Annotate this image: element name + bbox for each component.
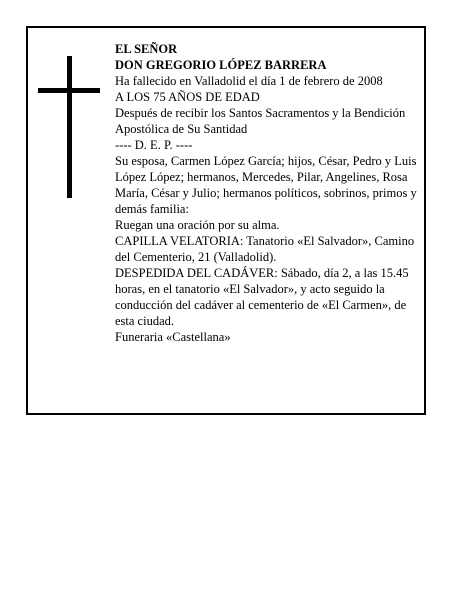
cross-horizontal-bar: [38, 88, 100, 93]
age-statement: A LOS 75 AÑOS DE EDAD: [115, 90, 260, 104]
cross-icon: [38, 56, 100, 198]
farewell-info: DESPEDIDA DEL CADÁVER: Sábado, día 2, a las 15.45 horas, en el tanatorio «El Salvador», y acto seguido la conducción del cadáver al cementerio de «El Carmen», de esta ciudad.: [115, 266, 409, 328]
obituary-text: [115, 41, 425, 345]
chapel-info: CAPILLA VELATORIA: Tanatorio «El Salvador», Camino del Cementerio, 21 (Valladolid).: [115, 234, 415, 264]
death-statement: Ha fallecido en Valladolid el día 1 de febrero de 2008: [115, 74, 383, 88]
obituary-notice: [26, 26, 426, 415]
funeral-home: Funeraria «Castellana»: [115, 330, 231, 344]
sacraments-statement: Después de recibir los Santos Sacramentos y la Bendición Apostólica de Su Santidad: [115, 106, 406, 136]
rip-line: ---- D. E. P. ----: [115, 138, 193, 152]
cross-vertical-bar: [67, 56, 72, 198]
deceased-name: DON GREGORIO LÓPEZ BARRERA: [115, 58, 327, 72]
title-line: EL SEÑOR: [115, 42, 178, 56]
prayer-request: Ruegan una oración por su alma.: [115, 218, 280, 232]
family-statement: Su esposa, Carmen López García; hijos, César, Pedro y Luis López López; hermanos, Mercedes, Pilar, Angelines, Rosa María, César y Julio; hermanos políticos, sobrinos, primos y demás familia:: [115, 154, 417, 216]
